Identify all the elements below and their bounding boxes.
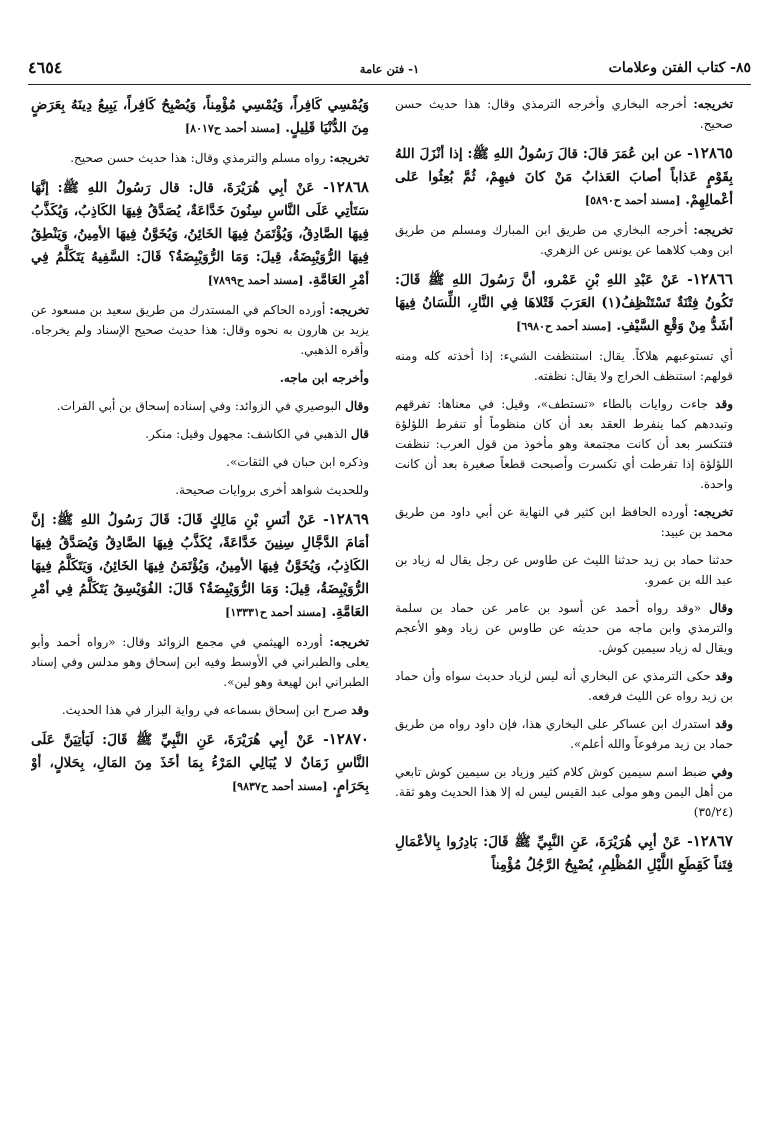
- hadith-continuation: [31, 94, 369, 140]
- paragraph-text: رواه مسلم والترمذي وقال: هذا حديث حسن صحيح.: [70, 151, 326, 165]
- paragraph-label: تخريجه:: [693, 223, 733, 237]
- paragraph-text: صرح ابن إسحاق بسماعه في رواية البزار في هذا الحديث.: [61, 703, 348, 717]
- hadith-entry: [395, 268, 733, 338]
- commentary-paragraph: [395, 714, 733, 754]
- hadith-text: - عَنْ أنَسِ بْنِ مَالِكٍ قَالَ: قَالَ رَسُولُ اللهِ ﷺ: إنَّ أمَامَ الدَّجَّالِ سِنِينَ خَدَّاعَةً، يُكَذَّبُ فِيهَا الصَّادِقُ وَيُصَدَّقُ فِيهَا الكَاذِبُ، وَيُخَوَّنُ فِيهَا الأمِينُ، وَيُؤْتَمَنُ فِيهَا الخَائِنُ، وَيَتَكَلَّمُ فِيهَا الرُّوَيْبِضَةُ، قِيلَ: وَمَا الرُّوَيْبِضَةُ؟ قَالَ: الفُوَيْسِقُ يَتَكَلَّمُ فِي أمْرِ العَامَّةِ.: [31, 512, 369, 620]
- paragraph-text: الذهبي في الكاشف: مجهول وقيل: منكر.: [145, 427, 348, 441]
- explanation-paragraph: أي تستوعبهم هلاكاً. يقال: استنظفت الشيء: إذا أخذته كله ومنه قولهم: استنظف الخراج ولا يقال: نظفته.: [395, 349, 733, 383]
- paragraph-text: أخرجه البخاري من طريق ابن المبارك ومسلم من طريق ابن وهب كلاهما عن يونس عن الزهري.: [395, 223, 733, 257]
- commentary-paragraph: [31, 396, 369, 416]
- hadith-number: ١٢٨٦٦: [692, 270, 733, 288]
- paragraph-label: وقد: [715, 669, 733, 683]
- commentary-paragraph: وذكره ابن حبان في الثقات».: [226, 455, 369, 469]
- left-column: [31, 94, 369, 1044]
- hadith-number: ١٢٨٧٠: [328, 730, 369, 748]
- hadith-number: ١٢٨٦٧: [692, 832, 733, 850]
- hadith-entry: [395, 830, 733, 877]
- book-chapter-title: ٨٥- كتاب الفتن وعلامات: [608, 60, 751, 76]
- paragraph-label: تخريجه:: [329, 151, 369, 165]
- commentary-paragraph: [395, 762, 733, 822]
- paragraph-text: البوصيري في الزوائد: وفي إسناده إسحاق بن أبي الفرات.: [56, 399, 342, 413]
- commentary-paragraph: [31, 424, 369, 444]
- header-rule: [28, 84, 751, 85]
- paragraph-label: وقد: [715, 397, 733, 411]
- paragraph-label: وقال: [345, 399, 369, 413]
- takhrij-paragraph: [31, 300, 369, 360]
- hadith-entry: [31, 176, 369, 292]
- hadith-citation: [مسند أحمد ح٨٠١٧]: [184, 122, 281, 135]
- hadith-citation: [مسند أحمد ح١٣٣٣١]: [225, 606, 327, 619]
- paragraph-text: أخرجه البخاري وأخرجه الترمذي وقال: هذا حديث حسن صحيح.: [395, 97, 733, 131]
- takhrij-paragraph: [395, 220, 733, 260]
- hadith-entry: [31, 728, 369, 798]
- paragraph-label: تخريجه:: [693, 97, 733, 111]
- paragraph-text: «وقد رواه أحمد عن أسود بن عامر عن حماد بن سلمة والترمذي وابن ماجه من حديثه عن طاوس عن زياد وهو الأعجم ويقال له زياد سيمين كوش.: [395, 601, 733, 655]
- section-title: ١- فتن عامة: [359, 62, 420, 76]
- takhrij-paragraph: [31, 148, 369, 168]
- paragraph-label: قال: [350, 427, 369, 441]
- paragraph-text: أورده الهيثمي في مجمع الزوائد وقال: «رواه أحمد وأبو يعلى والطبراني في الأوسط وفيه ابن إسحاق وهو مدلس وفي إسناد الطبراني ابن لهيعة وهو لين».: [31, 635, 369, 689]
- paragraph-label: وقد: [715, 717, 733, 731]
- paragraph-label: تخريجه:: [329, 303, 369, 317]
- right-column: [395, 94, 733, 1064]
- takhrij-paragraph: [395, 94, 733, 134]
- hadith-text: - عَنْ عَبْدِ اللهِ بْنِ عَمْرو، أنَّ رَسُولَ اللهِ ﷺ قَالَ: تَكُونُ فِتْنَةٌ تَسْتَنْظِفُ(١) العَرَبَ قَتْلاهَا فِي النَّارِ، اللِّسَانُ فِيهَا أشَدُّ مِنْ وَقْعِ السَّيْفِ.: [395, 272, 733, 334]
- paragraph-label: وقال: [709, 601, 733, 615]
- hadith-citation: [مسند أحمد ح٥٨٩٠]: [584, 194, 681, 207]
- paragraph-text: جاءت روايات بالطاء «تستطف»، وقيل: في معناها: تفرقهم وتبددهم كما ينفرط العقد بعد أن كان منظوماً أو تنفرط اللؤلؤة فتتكسر بعد أن كانت مجتمعة وهو مأخوذ من قول العرب: تنظفت اللؤلؤة إذا تفرطت أي تكسرت وأصبحت قطعاً صغيرة بعد أن كانت واحدة.: [395, 397, 733, 491]
- page-number: ٤٦٥٤: [28, 58, 63, 77]
- hadith-text: - عَنْ أبِي هُرَيْرَةَ، عَنِ النَّبِيِّ ﷺ قَالَ: لَيَأتِيَنَّ عَلَى النَّاسِ زَمَانٌ لا يُبَالِي المَرْءُ بِمَا أخَذَ مِنَ المَالِ، بِحَلالٍ، أوْ بِحَرَامٍ.: [31, 732, 369, 794]
- paragraph-text: استدرك ابن عساكر على البخاري هذا، فإن داود رواه من طريق حماد بن زيد مرفوعاً والله أعلم».: [395, 717, 733, 751]
- takhrij-paragraph: [395, 502, 733, 542]
- hadith-entry: [31, 508, 369, 624]
- commentary-paragraph: [395, 394, 733, 494]
- paragraph-label: تخريجه:: [693, 505, 733, 519]
- hadith-entry: [395, 142, 733, 212]
- commentary-paragraph: [395, 598, 733, 658]
- hadith-citation: [مسند أحمد ح٧٨٩٩]: [207, 274, 304, 287]
- paragraph-label: تخريجه:: [329, 635, 369, 649]
- paragraph-text: أورده الحافظ ابن كثير في النهاية عن أبي داود من طريق محمد بن عبيد:: [395, 505, 733, 539]
- paragraph-text: ضبط اسم سيمين كوش كلام كثير وزياد بن سيمين كوش تابعي من أهل اليمن وهو مولى عبد القيس ليس له إلا هذا الحديث وهو ثقة. (٣٥/٢٤): [395, 765, 733, 819]
- commentary-paragraph: وأخرجه ابن ماجه.: [279, 371, 369, 385]
- hadith-number: ١٢٨٦٩: [328, 510, 369, 528]
- paragraph-text: حكى الترمذي عن البخاري أنه ليس لزياد حديث سواه وأن حماد بن زيد رواه عن الليث فرفعه.: [395, 669, 733, 703]
- commentary-paragraph: [395, 666, 733, 706]
- takhrij-paragraph: [31, 632, 369, 692]
- paragraph-label: وقد: [351, 703, 369, 717]
- hadith-text: وَيُمْسِي كَافِراً، وَيُمْسِي مُؤْمِناً، وَيُصْبِحُ كَافِراً، يَبِيعُ دِينَهُ بِعَرَضٍ مِنَ الدُّنْيَا قَلِيلٍ.: [31, 97, 369, 136]
- page-header: [28, 58, 751, 82]
- paragraph-label: وفي: [711, 765, 733, 779]
- hadith-text: - عَنْ أبِي هُرَيْرَةَ، عَنِ النَّبِيِّ ﷺ قَالَ: بَادِرُوا بِالأعْمَالِ فِتَناً كَقِطَعِ اللَّيْلِ المُظْلِمِ، يُصْبِحُ الرَّجُلُ مُؤْمِناً: [395, 834, 733, 873]
- commentary-paragraph: وللحديث شواهد أخرى بروايات صحيحة.: [175, 483, 369, 497]
- paragraph-text: أورده الحاكم في المستدرك من طريق سعيد بن مسعود عن يزيد بن هارون به نحوه وقال: هذا حديث صحيح الإسناد ولم يخرجاه. وأقره الذهبي.: [31, 303, 369, 357]
- hadith-number: ١٢٨٦٨: [328, 178, 369, 196]
- hadith-text: - عن ابن عُمَرَ قالَ: قالَ رَسُولُ اللهِ ﷺ: إذا أنْزَلَ اللهُ بِقَوْمٍ عَذاباً أصابَ العَذابُ مَنْ كانَ فيهِمْ، ثُمَّ بُعِثُوا عَلى أعْمالِهِمْ.: [395, 146, 733, 208]
- hadith-citation: [مسند أحمد ح٦٩٨٠]: [516, 320, 612, 333]
- hadith-citation: [مسند أحمد ح٩٨٣٧]: [231, 780, 328, 793]
- isnad-paragraph: حدثنا حماد بن زيد حدثنا الليث عن طاوس عن رجل يقال له زياد بن عبد الله بن عمرو.: [395, 553, 733, 587]
- hadith-number: ١٢٨٦٥: [692, 144, 733, 162]
- commentary-paragraph: [31, 700, 369, 720]
- hadith-text: - عَنْ أبِي هُرَيْرَةَ، قال: قال رَسُولُ اللهِ ﷺ: إنَّهَا سَتَأتِي عَلَى النَّاسِ سِنُونَ خَدَّاعَةٌ، يُصَدَّقُ فِيهَا الكَاذِبُ، وَيُكَذَّبُ فِيهَا الصَّادِقُ، وَيُؤْتَمَنُ فِيهَا الخَائِنُ، وَيُخَوَّنُ فِيهَا الأمِينُ، وَيَنْطِقُ فِيهَا الرُّوَيْبِضَةُ، قِيلَ: وَمَا الرُّوَيْبِضَةُ؟ قَالَ: السَّفِيهُ يَتَكَلَّمُ فِي أمْرِ العَامَّةِ.: [31, 180, 369, 288]
